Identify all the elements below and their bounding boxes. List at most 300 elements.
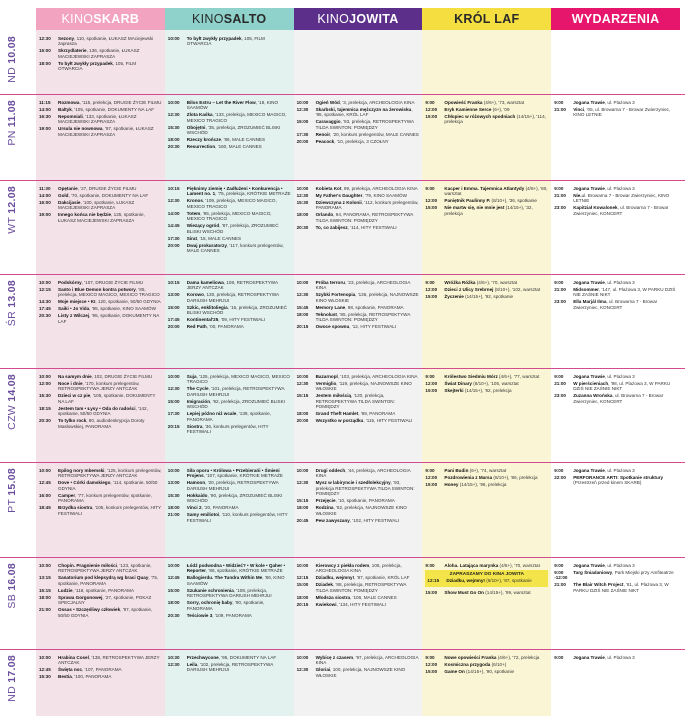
event-item[interactable]	[425, 374, 548, 379]
event-time: 12:30	[167, 662, 180, 667]
event-item[interactable]	[39, 468, 162, 479]
event-time: 18:15	[39, 405, 51, 411]
event-details: , '18, KINO SAAMÓW	[186, 100, 279, 111]
event-item[interactable]	[39, 667, 162, 672]
event-item[interactable]	[554, 374, 677, 379]
event-time: 10:00	[39, 468, 51, 473]
schedule-cell-wydarzenia	[551, 94, 680, 180]
event-item[interactable]	[297, 393, 420, 409]
day-label	[2, 186, 22, 270]
event-item[interactable]	[168, 305, 291, 316]
event-details: , '102, prelekcja, RETROSPEKTYWA DARIUSH MEHRJUI	[186, 662, 274, 673]
event-item[interactable]	[168, 211, 291, 222]
event-details: (4/6+), '70, warsztat	[498, 563, 540, 568]
event-item[interactable]	[39, 212, 162, 223]
event-item[interactable]	[39, 186, 162, 191]
event-item[interactable]	[39, 306, 162, 311]
event-item[interactable]	[168, 655, 291, 660]
event-item[interactable]	[297, 312, 420, 323]
event-item[interactable]	[39, 299, 162, 304]
event-item[interactable]	[297, 655, 420, 666]
event-item[interactable]	[297, 602, 420, 607]
event-item[interactable]	[297, 107, 420, 118]
event-item[interactable]	[297, 518, 420, 523]
event-time: 12:30	[296, 193, 309, 198]
event-item[interactable]	[168, 317, 291, 322]
event-title: Ella Marjál Ilma	[573, 299, 607, 305]
event-title: Korowo	[186, 292, 204, 298]
event-item[interactable]	[554, 582, 677, 593]
event-item[interactable]	[39, 393, 162, 404]
event-title: Gold	[58, 193, 69, 198]
event-item[interactable]	[39, 48, 162, 59]
event-title: Przechwycone	[186, 655, 219, 660]
event-time: 15:30	[167, 124, 180, 130]
event-item[interactable]	[168, 468, 291, 479]
event-item[interactable]	[168, 512, 291, 523]
event-time: 12:45	[167, 575, 180, 581]
event-item[interactable]	[168, 662, 291, 673]
event-details: , '138, RETROSPEKTYWA JERZY ANTCZAK	[58, 655, 160, 666]
event-details: , '95, prelekcja, MEXICO MAGICO, MEXICO TRAGICO	[186, 210, 272, 222]
event-item[interactable]	[297, 200, 420, 211]
event-item[interactable]	[168, 112, 291, 123]
event-item[interactable]	[168, 588, 291, 599]
event-time: 13:15	[39, 575, 51, 581]
event-item[interactable]	[297, 667, 420, 678]
event-item[interactable]	[554, 186, 677, 191]
event-details: , '110, konkurs prelegentów, HITY FESTIWALI	[186, 512, 288, 523]
event-item[interactable]	[554, 393, 677, 404]
event-item[interactable]	[168, 36, 291, 47]
event-time: 10:00	[296, 563, 309, 568]
event-item[interactable]	[168, 563, 291, 574]
event-item[interactable]	[39, 313, 162, 324]
event-time: 20:30	[39, 418, 51, 424]
event-item[interactable]	[425, 100, 548, 105]
event-item[interactable]	[425, 563, 548, 568]
event-item[interactable]	[297, 575, 420, 580]
event-item[interactable]	[297, 186, 420, 191]
event-item[interactable]	[39, 595, 162, 606]
event-details: (Przestrzeń przed kinem SKARB)	[573, 480, 642, 486]
event-title: Pozdrowienia z Marsa	[444, 475, 493, 480]
schedule-cell-salto	[165, 180, 294, 274]
event-item[interactable]	[39, 575, 162, 586]
event-time: 21:00	[167, 512, 180, 518]
event-item[interactable]	[168, 100, 291, 111]
event-details: , '123, spotkanie, RETROSPEKTYWA JERZY ANTCZAK	[58, 563, 152, 574]
event-item[interactable]	[554, 100, 677, 105]
event-title: Epilog nory mbemski	[58, 468, 105, 473]
event-title: Renoir	[315, 131, 331, 137]
event-details: , '97, prelekcja, ARCHEOLOGIA KINA	[315, 655, 419, 666]
event-title: Rzeczy krończe	[186, 137, 222, 143]
schedule-header	[36, 8, 680, 30]
event-item[interactable]	[425, 294, 548, 299]
event-title: Mysz w labiryncie i szedłolekcyjny	[315, 480, 391, 486]
event-item[interactable]	[39, 61, 162, 72]
event-time: 9:00	[554, 186, 564, 191]
event-item[interactable]	[168, 505, 291, 510]
event-details: , '97, spotkanie, ŁUKASZ MACIEJEWSKI ZAPRASZA	[58, 126, 154, 137]
event-item[interactable]	[39, 280, 162, 285]
event-item[interactable]	[168, 424, 291, 435]
event-item[interactable]	[554, 475, 677, 486]
event-item[interactable]	[39, 406, 162, 417]
promo-box[interactable]	[425, 570, 548, 587]
event-item[interactable]	[297, 280, 420, 291]
event-item[interactable]	[297, 411, 420, 416]
event-time: 12:45	[39, 480, 51, 486]
event-item[interactable]	[425, 186, 548, 197]
event-item[interactable]	[168, 386, 291, 397]
event-title: Kapitział Kowalonek	[573, 205, 618, 211]
event-item[interactable]	[425, 669, 548, 674]
event-time: 15:00	[425, 482, 438, 487]
event-details: , '107, DRUGIE ŻYCIE FILMU	[81, 280, 144, 285]
event-item[interactable]	[39, 588, 162, 593]
event-title: Próba terroru	[315, 280, 345, 285]
event-title: Rodzina	[315, 505, 334, 511]
event-title: Innego końca nie będzie	[58, 212, 112, 218]
event-item[interactable]	[425, 205, 548, 216]
event-item[interactable]	[554, 655, 677, 660]
day-label	[2, 655, 22, 712]
event-details: , '107, PANORAMA	[82, 667, 122, 673]
event-details: (14/15+), '32, prelekcja	[444, 205, 533, 216]
schedule-cell-salto	[165, 368, 294, 462]
schedule-cell-krol-laf	[422, 368, 551, 462]
promo-time: 12:15	[427, 578, 440, 583]
event-item[interactable]	[554, 299, 677, 310]
event-item[interactable]	[39, 114, 162, 125]
event-item[interactable]	[297, 139, 420, 144]
event-item[interactable]	[425, 468, 548, 473]
event-title: Ludzie	[58, 587, 73, 593]
event-time: 16:30	[39, 114, 51, 119]
event-item[interactable]	[39, 193, 162, 198]
event-item[interactable]	[425, 655, 548, 660]
event-item[interactable]	[168, 613, 291, 618]
event-time: 10:00	[296, 655, 309, 660]
event-item[interactable]	[297, 193, 420, 198]
event-title: To byłt zwykły przypadek	[58, 60, 113, 66]
event-time: 15:00	[425, 205, 438, 211]
event-item[interactable]	[39, 200, 162, 211]
event-time: 9:00	[554, 374, 564, 379]
event-title: Jogana Trawie	[573, 280, 605, 285]
event-details: , '134, HITY FESTIWALI	[336, 601, 386, 607]
event-item[interactable]	[554, 205, 677, 216]
event-item[interactable]	[297, 305, 420, 310]
event-time: 21:00	[39, 607, 51, 613]
event-item[interactable]	[297, 418, 420, 423]
event-details: , '100, spotkanie, ŁUKASZ MACIEJEWSKI ZAPRASZA	[58, 200, 135, 211]
event-item[interactable]	[554, 287, 677, 298]
event-details: (4/8+), '80, warsztat	[444, 186, 548, 197]
event-details: , '90, spotkanie, PANORAMA	[186, 600, 265, 611]
event-time: 23:00	[554, 299, 566, 305]
event-details: , '77, konkurs prelegentów, spotkanie, PANORAMA	[58, 492, 152, 504]
event-title: Orlando	[315, 212, 334, 218]
event-title: Kierowcy z piekła rodem	[315, 563, 370, 568]
event-details: , '105, spotkanie, DOKUMENTY NA LAF	[71, 107, 155, 112]
event-details: , 98, spotkanie, PANORAMA	[345, 304, 404, 310]
event-time: 15:15	[39, 587, 51, 593]
event-item[interactable]	[39, 505, 162, 516]
schedule-cell-salto	[165, 30, 294, 94]
day-abbr: SB	[6, 590, 18, 609]
event-item[interactable]	[168, 236, 291, 241]
event-details: , '139, spotkanie, PANORAMA	[186, 411, 271, 422]
event-item[interactable]	[297, 324, 420, 329]
event-title: Samy emiliotoi	[186, 512, 220, 518]
event-item[interactable]	[297, 582, 420, 593]
event-title: PERFORANCE ARTI: Spotkanie struktury	[573, 475, 664, 480]
event-title: Sprawa Gorgonowej	[58, 594, 103, 600]
event-item[interactable]	[168, 324, 291, 329]
event-time: 20:00	[296, 418, 309, 424]
event-item[interactable]	[554, 570, 677, 581]
event-item[interactable]	[168, 411, 291, 422]
event-title: Camper	[58, 492, 76, 498]
schedule-cell-wydarzenia	[551, 649, 680, 716]
event-details: , '00, PANORAMA	[206, 324, 244, 330]
event-time: 10:00	[296, 374, 309, 379]
event-time: 13:00	[167, 292, 180, 298]
event-title: Wszystko w porządku	[315, 418, 364, 424]
event-details: , '170, konkurs prelegentów, RETROSPEKTYWA JERZY ANTCZAK	[58, 381, 140, 392]
event-title: Red Path	[186, 324, 207, 330]
event-time: 10:00	[296, 100, 309, 105]
event-item[interactable]	[425, 198, 548, 203]
event-item[interactable]	[297, 563, 420, 574]
event-details: , '101, prelekcja, RETROSPEKTYWA DARIUSH MEHRJUI	[186, 386, 285, 397]
schedule-cell-skarb	[36, 94, 165, 180]
event-details: , '136, prelekcja, NAJNOWSZE KINO WŁOSKIE	[315, 292, 419, 303]
event-details: , '86, MALE CANNES	[221, 137, 266, 143]
event-time: 9:00	[425, 186, 435, 191]
event-details: , '15, MALE CANNES	[197, 235, 242, 241]
event-title: Podskórny	[58, 280, 82, 285]
event-details: , 105, FILM OTWARCIA	[186, 36, 265, 47]
event-item[interactable]	[554, 107, 677, 118]
event-item[interactable]	[297, 119, 420, 130]
event-item[interactable]	[168, 575, 291, 586]
header-kino-salto: KINO SALTO	[165, 8, 294, 30]
schedule-cell-wydarzenia	[551, 30, 680, 94]
event-item[interactable]	[39, 374, 162, 379]
event-title: Chopin. Pragnienie miłości	[58, 563, 117, 568]
event-time: 10:00	[167, 374, 180, 379]
event-title: Kosmiczna przygoda	[444, 662, 491, 667]
event-details: , '117, konkurs prelegentów, MALE CANNES	[186, 242, 284, 254]
event-item[interactable]	[425, 388, 548, 393]
event-time: 20:30	[296, 224, 309, 230]
event-details: (4/6+), '77, warsztat	[497, 374, 540, 379]
event-item[interactable]	[39, 563, 162, 574]
event-time: 10:00	[167, 468, 180, 473]
event-item[interactable]	[39, 287, 162, 298]
day-date: 16.08	[6, 563, 18, 591]
event-item[interactable]	[168, 144, 291, 149]
event-item[interactable]	[168, 493, 291, 504]
event-title: Dwaj prokuratorzy	[186, 242, 227, 248]
event-item[interactable]	[39, 418, 162, 429]
event-item[interactable]	[554, 563, 677, 568]
event-time: 20:30	[167, 144, 180, 150]
event-item[interactable]	[425, 662, 548, 667]
event-title: Chłopiec w różowych spodniach	[444, 114, 516, 119]
event-time: 20:30	[167, 612, 180, 618]
event-item[interactable]	[39, 36, 162, 47]
event-item[interactable]	[39, 655, 162, 666]
event-item[interactable]	[425, 381, 548, 386]
event-item[interactable]	[168, 198, 291, 209]
event-details: ul. Browarna 7 - Browar Zwierzyniec, KINO LETNIE	[573, 193, 670, 204]
event-item[interactable]	[297, 498, 420, 503]
event-time: 12:30	[167, 112, 180, 118]
event-details: (14/15+), '92, spotkanie	[463, 294, 514, 299]
event-time: 9:00 -12:00	[554, 570, 568, 581]
event-details: , '120, prelekcja, RETROSPEKTYWA TILDA SWINTON: POMIĘDZY	[315, 393, 395, 410]
event-item[interactable]	[297, 595, 420, 600]
event-time: 12:00	[425, 107, 438, 112]
event-time: 20:00	[296, 138, 309, 144]
event-title: Jogana Trawie	[573, 563, 605, 568]
event-title: Jogana Trawie	[573, 374, 605, 379]
event-details: , ul. Browarna 7 - Browar Zwierzyniec, KONCERT	[573, 393, 664, 404]
event-item[interactable]	[297, 212, 420, 223]
event-item[interactable]	[425, 475, 548, 480]
event-details: , '79, KINO SAAMÓW	[362, 193, 407, 198]
event-title: Dove • Córki damskiego	[58, 480, 111, 486]
event-item[interactable]	[39, 493, 162, 504]
event-item[interactable]	[297, 480, 420, 496]
event-item[interactable]	[168, 292, 291, 303]
event-title: Honey	[444, 482, 459, 487]
event-time: 15:45	[296, 304, 309, 310]
promo-event-details: (6/10+), '87, spotkanie	[484, 578, 532, 583]
event-item[interactable]	[297, 292, 420, 303]
event-item[interactable]	[168, 125, 291, 136]
event-time: 20:15	[167, 423, 180, 429]
event-item[interactable]	[554, 381, 677, 392]
event-time: 19:00	[39, 126, 51, 132]
event-item[interactable]	[425, 482, 548, 487]
event-item[interactable]	[554, 193, 677, 204]
event-item[interactable]	[425, 590, 548, 595]
event-time: 16:00	[39, 492, 51, 498]
event-details: , '70, spotkanie, DOKUMENTY NA LAF	[68, 193, 149, 198]
event-item[interactable]	[168, 600, 291, 611]
event-item[interactable]	[168, 374, 291, 385]
event-details: , 106, prelekcja, ARCHEOLOGIA KINA	[315, 563, 402, 574]
event-title: Obojętni	[186, 124, 206, 130]
event-item[interactable]	[297, 374, 420, 379]
event-details: , '95, spotkanie, KRÓL LAF	[315, 107, 413, 118]
event-item[interactable]	[297, 225, 420, 230]
event-time: 12:30	[39, 36, 51, 41]
event-time: 20:15	[296, 324, 309, 330]
day-label	[2, 468, 22, 553]
event-title: Kronos	[186, 198, 203, 204]
event-title: W pierścieniach	[573, 381, 609, 386]
event-details: , '147, ul. Plażowa 3, W PARKU DZIŚ NIE ZAŚNIE NIKT	[573, 287, 676, 298]
event-item[interactable]	[297, 505, 420, 516]
event-item[interactable]	[39, 107, 162, 112]
schedule-cell-krol-laf	[422, 274, 551, 368]
event-item[interactable]	[39, 674, 162, 679]
event-details: , '125, prelekcja, MEXICO MAGICO, MEXICO TRAGICO	[186, 374, 290, 385]
event-details: , '85, prelekcja, RETROSPEKTYWA TILDA SWINTON: POMIĘDZY	[315, 311, 411, 323]
event-title: Hokkaido	[186, 492, 208, 498]
event-item[interactable]	[297, 100, 420, 105]
event-item[interactable]	[168, 186, 291, 197]
event-details: (4/6+), '73, warsztat	[482, 100, 525, 105]
event-time: 15:30	[296, 200, 309, 205]
event-details: , '114, spotkanie, 50/50 GDYNIA	[58, 480, 158, 491]
event-details: , 136, spotkanie, ŁUKASZ MACIEJEWSKI ZAPRASZA	[58, 48, 140, 59]
event-details: , '142, spotkanie, 50/50 GDYNIA	[58, 405, 148, 417]
event-time: 12:15	[39, 287, 51, 292]
event-item[interactable]	[425, 107, 548, 112]
event-item[interactable]	[168, 223, 291, 234]
event-item[interactable]	[39, 100, 162, 105]
event-details: , 108, RETROSPEKTYWA JERZY ANTCZAK	[186, 280, 278, 291]
event-item[interactable]	[554, 280, 677, 285]
event-item[interactable]	[39, 480, 162, 491]
event-item[interactable]	[554, 468, 677, 473]
day-abbr: ND	[6, 682, 18, 702]
event-item[interactable]	[168, 137, 291, 142]
event-details: , ul. Plażowa 3	[604, 374, 635, 379]
event-time: 18:00	[39, 60, 51, 66]
event-item[interactable]	[425, 114, 548, 125]
event-details: , '88, prelekcja, RETROSPEKTYWA TILDA SWINTON: POMIĘDZY	[315, 582, 407, 593]
day-label	[2, 280, 22, 364]
event-item[interactable]	[297, 381, 420, 392]
event-item[interactable]	[168, 399, 291, 410]
event-time: 15:00	[39, 48, 51, 54]
event-title: Ursula nie nownowa	[58, 126, 103, 132]
day-date: 14.08	[6, 374, 18, 402]
event-title: Kontinental'25	[186, 317, 219, 323]
event-item[interactable]	[425, 280, 548, 285]
event-item[interactable]	[168, 280, 291, 291]
event-title: Dama kameliowa	[186, 280, 224, 285]
event-item[interactable]	[39, 381, 162, 392]
event-item[interactable]	[297, 132, 420, 137]
event-item[interactable]	[297, 468, 420, 479]
event-item[interactable]	[39, 126, 162, 137]
event-title: Opętanie	[58, 186, 78, 191]
event-item[interactable]	[168, 243, 291, 254]
event-details: , '20, prelekcja, RETROSPEKTYWA DARIUSH MEHRJUI	[186, 480, 279, 491]
event-title: Peacock	[315, 138, 335, 144]
event-time: 18:00	[167, 137, 180, 143]
event-details: , '86, KINO SAAMÓW	[186, 575, 285, 586]
event-item[interactable]	[168, 480, 291, 491]
event-details: , ul. Plażowa 3	[604, 563, 635, 568]
schedule-cell-skarb	[36, 180, 165, 274]
event-time: 11:30	[39, 186, 51, 191]
event-item[interactable]	[425, 287, 548, 292]
event-item[interactable]	[39, 607, 162, 618]
event-details: , '3, prelekcja, ARCHEOLOGIA KINA	[339, 100, 415, 105]
event-title: Saiki • Jo Vida	[58, 306, 90, 312]
